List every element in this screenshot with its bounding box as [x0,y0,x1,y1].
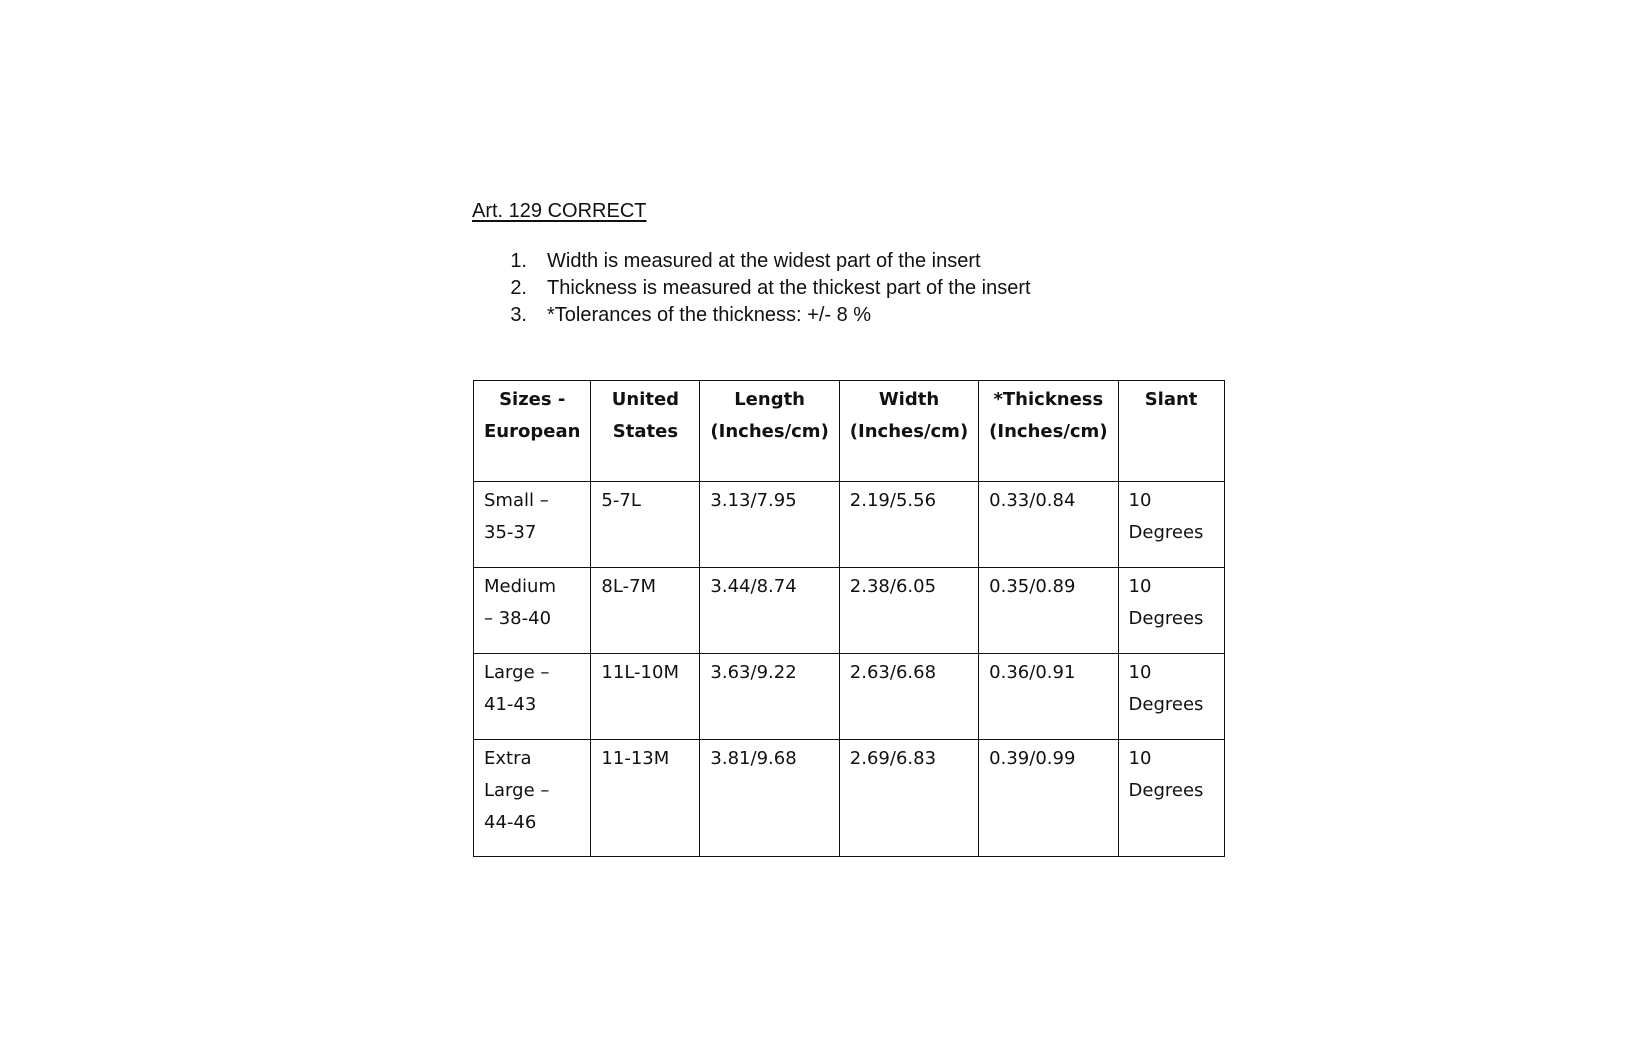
cell-line: 41-43 [484,694,537,715]
cell-thickness [979,654,1118,740]
cell-size-european [474,482,591,568]
cell-line: Degrees [1128,694,1204,715]
cell-line: Degrees [1128,608,1204,629]
cell-length [700,654,839,740]
cell-line: 2.38/6.05 [849,576,937,597]
cell-line: – 38-40 [484,608,552,629]
header-line: Sizes - [499,389,566,410]
cell-line: 10 [1128,662,1152,683]
cell-slant [1118,654,1224,740]
cell-line: 10 [1128,576,1152,597]
cell-line: Medium [484,576,556,597]
header-line: (Inches/cm) [849,421,969,442]
cell-line: Large – [484,662,550,683]
header-line: Width [878,389,940,410]
cell-line: 35-37 [484,522,537,543]
header-line: Length [734,389,805,410]
header-slant [1118,381,1224,482]
cell-slant [1118,568,1224,654]
note-number: 1. [510,250,527,272]
cell-line: Small – [484,490,549,511]
cell-line: 3.13/7.95 [710,490,797,511]
cell-size-us [591,482,700,568]
note-text: Width is measured at the widest part of the insert [547,250,981,272]
cell-thickness [979,740,1118,857]
size-table [473,380,1225,857]
header-united-states [591,381,700,482]
header-width [839,381,978,482]
cell-line: 44-46 [484,812,537,833]
header-line: (Inches/cm) [989,421,1108,442]
cell-line: Large – [484,780,550,801]
cell-slant [1118,482,1224,568]
cell-line: 0.33/0.84 [989,490,1076,511]
note-item [472,248,1031,275]
cell-line: 3.81/9.68 [710,748,797,769]
cell-thickness [979,568,1118,654]
document-title: Art. 129 CORRECT [472,200,647,222]
cell-line: 3.63/9.22 [710,662,797,683]
cell-width [839,568,978,654]
header-line: United [611,389,680,410]
cell-line: Degrees [1128,780,1204,801]
cell-line: 0.36/0.91 [989,662,1076,683]
cell-line: 11L-10M [601,662,679,683]
table-row [474,568,1225,654]
cell-line: 0.35/0.89 [989,576,1076,597]
cell-size-european [474,568,591,654]
note-item [472,275,1031,302]
table-row [474,482,1225,568]
cell-width [839,740,978,857]
note-number: 2. [510,277,527,299]
cell-line: Extra [484,748,532,769]
header-sizes-european [474,381,591,482]
cell-line: 2.69/6.83 [849,748,937,769]
cell-line: 10 [1128,490,1152,511]
cell-line: 2.19/5.56 [849,490,937,511]
cell-line: 11-13M [601,748,670,769]
cell-slant [1118,740,1224,857]
cell-length [700,482,839,568]
cell-size-us [591,568,700,654]
table-header-row [474,381,1225,482]
cell-line: 8L-7M [601,576,657,597]
cell-size-us [591,654,700,740]
cell-line: Degrees [1128,522,1204,543]
cell-width [839,654,978,740]
cell-size-us [591,740,700,857]
cell-line: 0.39/0.99 [989,748,1076,769]
note-number: 3. [510,304,527,326]
cell-size-european [474,740,591,857]
cell-width [839,482,978,568]
note-text: *Tolerances of the thickness: +/- 8 % [547,304,872,326]
header-length [700,381,839,482]
cell-length [700,740,839,857]
note-text: Thickness is measured at the thickest part of the insert [547,277,1031,299]
cell-size-european [474,654,591,740]
header-line: European [484,421,581,442]
cell-line: 2.63/6.68 [849,662,937,683]
cell-thickness [979,482,1118,568]
header-line: States [612,421,679,442]
cell-length [700,568,839,654]
note-item [472,302,1031,329]
cell-line: 5-7L [601,490,641,511]
header-line: *Thickness [993,389,1104,410]
table-row [474,654,1225,740]
header-thickness [979,381,1118,482]
cell-line: 10 [1128,748,1152,769]
header-line: Slant [1144,389,1198,410]
table-row [474,740,1225,857]
cell-line: 3.44/8.74 [710,576,797,597]
notes-list [472,248,1031,329]
header-line: (Inches/cm) [710,421,829,442]
